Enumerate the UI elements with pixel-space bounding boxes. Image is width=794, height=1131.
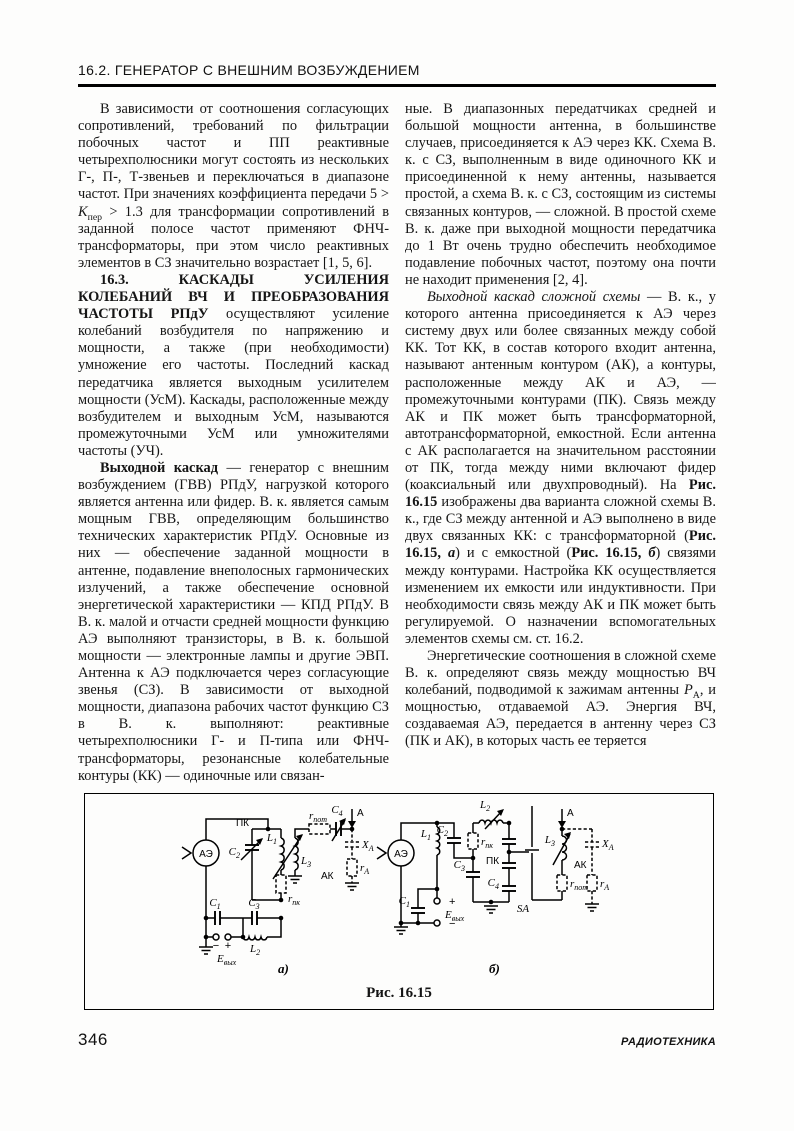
label-c4: $C_4$ xyxy=(331,804,343,818)
paragraph-matching-networks xyxy=(78,101,389,272)
label-l1: $L_1$ xyxy=(420,828,431,842)
label-evyh: $E_{вых}$ xyxy=(217,953,237,967)
label-c2: $C_2$ xyxy=(436,824,448,838)
label-l2: $L_2$ xyxy=(479,799,491,813)
journal-name: РАДИОТЕХНИКА xyxy=(621,1036,716,1048)
text-columns xyxy=(78,101,716,791)
circuits-diagram xyxy=(85,796,711,982)
paragraph-section-16-3 xyxy=(78,272,389,460)
subfigure-a-label: а) xyxy=(278,961,289,976)
body-text: — В. к., у которого антенна присоединяется к АЭ через систему двух или более связанных между собой КК. Тот КК, в состав которого входит антенна, называют антенным контуром (АК), а контуры, расположенные между АК и АЭ, — промежуточными контурами (ПК). Связь между АК и ПК может быть трансформаторной, автотрансформаторной, емкостной. Если антенна с АК располагается на значительном расстоянии от ПК, тогда между ними включают фидер (коаксиальный или двухпроводный). На xyxy=(405,289,716,494)
label-c4: $C_4$ xyxy=(487,877,499,891)
resistor-rpot xyxy=(309,824,330,834)
ground-icon xyxy=(199,947,213,954)
body-text: ) связями между контурами. Настройка КК осуществляется изменением их емкости или индуктивности. При необходимости связь между АК и ПК может быть регулируемой. О назначении вспомогательных элементов схемы см. ст. 16.2. xyxy=(405,545,716,647)
label-xa: $X_А$ xyxy=(602,838,614,852)
plus-sign: + xyxy=(224,940,232,952)
figure-caption: Рис. 16.15 xyxy=(366,985,432,1001)
body-text: ) и с емкостной ( xyxy=(455,545,572,562)
label-rpot: $r_{пот}$ xyxy=(570,878,589,892)
label-rpot: $r_{пот}$ xyxy=(308,810,328,824)
page-number: 346 xyxy=(78,1030,108,1049)
ground-icon xyxy=(394,927,408,934)
figure-reference-letter: а xyxy=(447,545,456,562)
figure-reference: Рис. 16.15, xyxy=(571,545,649,562)
label-l1: $L_1$ xyxy=(266,832,277,846)
label-rpk: $r_{пк}$ xyxy=(288,893,301,907)
right-column xyxy=(405,101,716,791)
label-c2: $C_2$ xyxy=(228,846,240,860)
antenna-arrow-icon xyxy=(348,821,356,828)
label-c1: $C_1$ xyxy=(398,895,410,909)
figure-reference: Рис. 16.15, xyxy=(405,528,716,562)
figure-reference-letter: б xyxy=(648,545,656,562)
label-antenna: A xyxy=(567,808,574,819)
label-c3: $C_3$ xyxy=(453,859,465,873)
label-sa: SA xyxy=(516,903,530,915)
figure-16-15 xyxy=(84,793,714,1010)
resistor-rpot xyxy=(557,875,567,891)
label-l3: $L_3$ xyxy=(544,834,555,848)
body-text: осуществляют усиление колебаний возбудителя по напряжению и мощности, а также (при необходимости) умножение его частоты. Последний каскад передатчика является выходным усилителем мощности (УсМ). Каскады, расположенные между возбудителем и выходным УсМ, называются промежуточными УсМ или умножителями частоты (УЧ). xyxy=(78,306,389,459)
resistor-ra xyxy=(347,859,357,876)
label-ra: $r_А$ xyxy=(600,878,610,892)
paragraph-complex-scheme xyxy=(405,289,716,648)
running-header xyxy=(78,62,716,78)
label-pk: ПК xyxy=(486,856,500,867)
terminal-minus xyxy=(434,920,440,926)
terminal-plus xyxy=(434,898,440,904)
header-rule xyxy=(78,84,716,87)
subfigure-b-label: б) xyxy=(489,961,500,976)
body-text: ные. В диапазонных передатчиках средней и большой мощности антенна, в большинстве случаев, присоединяется к АЭ через КК. Схема В. к. с СЗ, выполненным в виде одиночного КК и присоединенной к нему антенны, называется простой, а схема В. к. с СЗ, состоящим из системы связанных контуров, — сложной. В простой схеме В. к. даже при выходной мощности передатчика до 1 Вт очень трудно обеспечить необходимое подавление побочных частот, поэтому она почти не находит применения [2, 4]. xyxy=(405,101,716,288)
label-ra: $r_А$ xyxy=(360,862,370,876)
minus-sign: − xyxy=(449,918,456,930)
label-evyh: $E_{вых}$ xyxy=(445,909,465,923)
body-text: — генератор с внешним возбуждением (ГВВ) РПдУ, нагрузкой которого является антенна или фидер. В. к. является самым мощным ГВВ, определяющим большинство технических характеристик РПдУ. Основные из них — обеспечение заданной мощности в антенне, подавление внеполосных гармонических излучений, а также обеспечение основной энергетической характеристики — КПД РПдУ. В В. к. малой и отчасти средней мощности функцию АЭ выполняют транзисторы, в В. к. большой мощности — электронные лампы и другие ЭВП. Антенна к АЭ подключается через согласующие звенья (СЗ). В зависимости от выходной мощности, диапазона рабочих частот функцию СЗ в В. к. выполняют: реактивные четырехполюсники Г- и П-типа или ФНЧ-трансформаторы, резонансные колебательные контуры (КК) — одиночные или связан- xyxy=(78,459,390,784)
paragraph-continuation xyxy=(405,101,716,289)
body-text: Энергетические соотношения в сложной схеме В. к. определяют связь между мощностью ВЧ колебаний, подводимой к зажимам антенны xyxy=(405,648,716,699)
ground-icon xyxy=(345,883,359,890)
circuit-b xyxy=(377,799,614,976)
resistor-ra xyxy=(587,875,597,891)
label-rpk: $r_{пк}$ xyxy=(481,836,494,850)
term-output-stage: Выходной каскад xyxy=(100,459,218,476)
label-ae: АЭ xyxy=(199,849,213,860)
circuit-a xyxy=(182,804,374,976)
term-complex-output-stage: Выходной каскад сложной схемы xyxy=(427,289,641,306)
k-symbol: K xyxy=(78,203,88,220)
label-xa: $X_А$ xyxy=(362,839,374,853)
p-subscript: А xyxy=(692,690,700,702)
label-ak: АК xyxy=(321,871,334,882)
inductor-l2 xyxy=(243,937,267,940)
p-symbol: P xyxy=(683,682,693,699)
paragraph-energy-relations xyxy=(405,648,716,751)
ground-icon xyxy=(585,904,599,911)
section-16-3-heading: 16.3. КАСКАДЫ УСИЛЕНИЯ КОЛЕБАНИЙ ВЧ И ПРЕОБРАЗОВАНИЯ ЧАСТОТЫ РПдУ xyxy=(78,271,389,323)
label-l3: $L_3$ xyxy=(301,855,312,869)
minus-sign: − xyxy=(212,940,220,952)
left-column xyxy=(78,101,389,791)
body-text: изображены два варианта сложной схемы В. к., где СЗ между антенной и АЭ выполнено в виде двух связанных КК: с трансформаторной ( xyxy=(405,494,716,545)
resistor-rpk xyxy=(276,875,286,893)
label-pk: ПК xyxy=(235,818,249,829)
body-text: > 1.3 для трансформации сопротивлений в заданной полосе частот применяют ФНЧ-трансформаторы, при этом число реактивных элементов в СЗ значительно возрастает [1, 5, 6]. xyxy=(78,203,389,271)
ground-icon xyxy=(288,876,302,883)
label-ak: АК xyxy=(574,860,587,871)
figure-reference: Рис. 16.15 xyxy=(405,477,716,511)
plus-sign: + xyxy=(449,896,456,908)
paragraph-output-stage xyxy=(78,460,389,785)
input-arrow-icon xyxy=(182,847,191,859)
label-c3: $C_3$ xyxy=(248,897,260,911)
k-subscript: пер xyxy=(87,211,103,223)
ground-icon xyxy=(484,906,498,913)
label-l2: $L_2$ xyxy=(249,943,261,957)
body-text: , и мощностью, отдаваемой АЭ. Энергия ВЧ, создаваемая АЭ, передается в антенну через СЗ (ПК и АК), в которых часть ее теряется xyxy=(405,682,716,750)
label-c1: $C_1$ xyxy=(209,897,221,911)
input-arrow-icon xyxy=(377,847,386,859)
label-ae: АЭ xyxy=(394,849,408,860)
label-antenna: A xyxy=(357,808,364,819)
section-title: 16.2. ГЕНЕРАТОР С ВНЕШНИМ ВОЗБУЖДЕНИЕМ xyxy=(78,62,420,78)
resistor-rpk xyxy=(468,833,478,849)
body-text: В зависимости от соотношения согласующих сопротивлений, требований по фильтрации побочных частот и ПП реактивные четырехполюсники могут состоять из нескольких Г-, П-, Т-звеньев и переключаться в диапазоне частот. При значениях коэффициента передачи 5 > xyxy=(78,101,389,203)
